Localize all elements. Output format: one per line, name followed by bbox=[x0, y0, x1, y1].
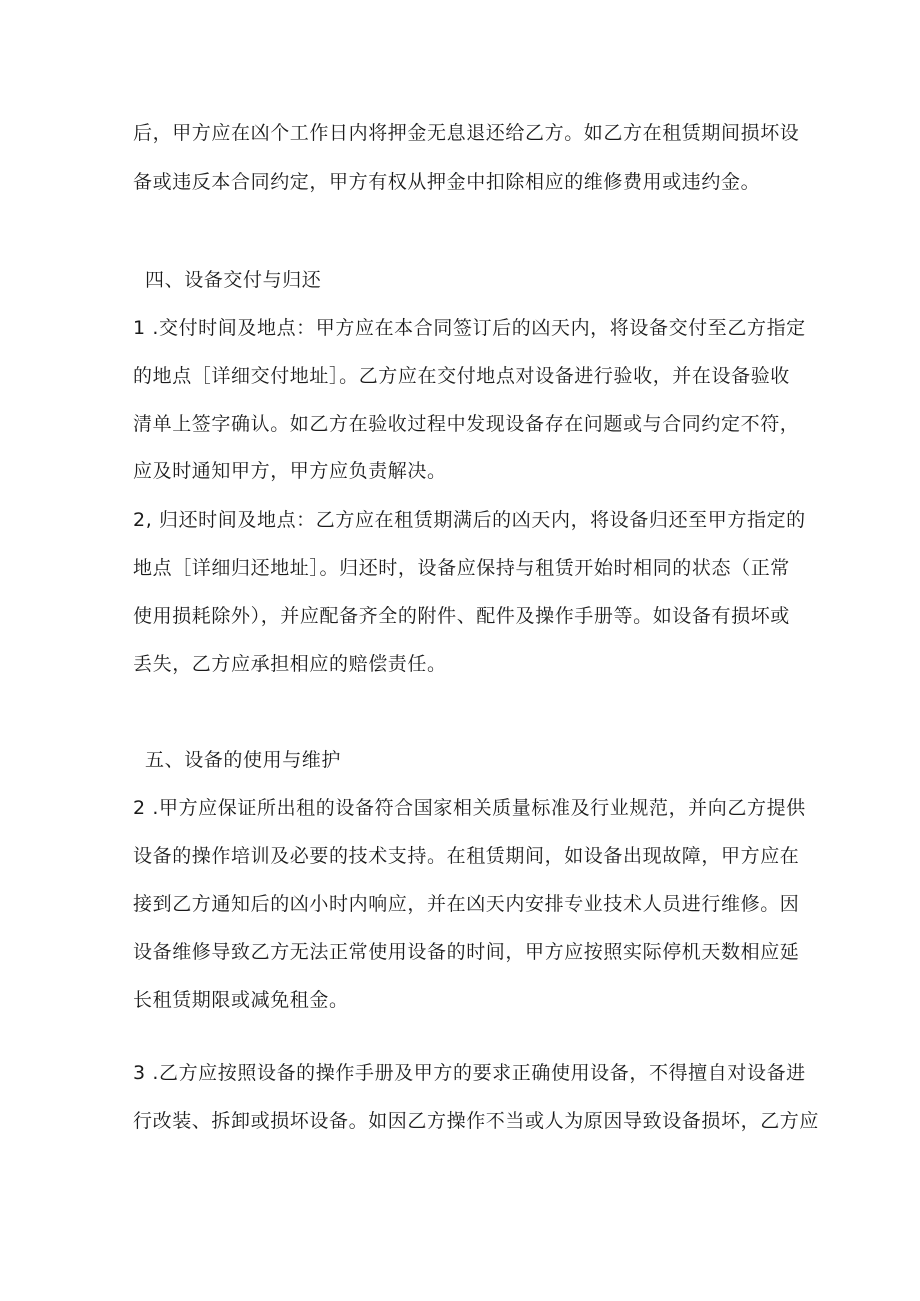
paragraph-line: 地点［详细归还地址］。归还时，设备应保持与租赁开始时相同的状态（正常 bbox=[133, 557, 790, 579]
section-heading: 五、设备的使用与维护 bbox=[145, 749, 342, 771]
paragraph-line: 的地点［详细交付地址］。乙方应在交付地点对设备进行验收，并在设备验收 bbox=[133, 365, 790, 387]
paragraph-line: 设备的操作培训及必要的技术支持。在租赁期间，如设备出现故障，甲方应在 bbox=[133, 845, 800, 867]
paragraph-line: 丢失，乙方应承担相应的赔偿责任。 bbox=[133, 653, 447, 675]
paragraph-line: 3 .乙方应按照设备的操作手册及甲方的要求正确使用设备，不得擅自对设备进 bbox=[133, 1062, 806, 1084]
paragraph-line: 清单上签字确认。如乙方在验收过程中发现设备存在问题或与合同约定不符， bbox=[133, 413, 800, 435]
paragraph-line: 行改装、拆卸或损坏设备。如因乙方操作不当或人为原因导致设备损坏，乙方应 bbox=[133, 1110, 820, 1132]
paragraph-line: 2 .甲方应保证所出租的设备符合国家相关质量标准及行业规范，并向乙方提供 bbox=[133, 797, 806, 819]
paragraph-line: 2, 归还时间及地点：乙方应在租赁期满后的凶天内，将设备归还至甲方指定的 bbox=[133, 509, 806, 531]
paragraph-line: 接到乙方通知后的凶小时内响应，并在凶天内安排专业技术人员进行维修。因 bbox=[133, 893, 800, 915]
section-heading: 四、设备交付与归还 bbox=[145, 269, 322, 291]
paragraph-line: 1 .交付时间及地点：甲方应在本合同签订后的凶天内，将设备交付至乙方指定 bbox=[133, 317, 806, 339]
paragraph-line: 设备维修导致乙方无法正常使用设备的时间，甲方应按照实际停机天数相应延 bbox=[133, 941, 800, 963]
paragraph-line: 后，甲方应在凶个工作日内将押金无息退还给乙方。如乙方在租赁期间损坏设 bbox=[133, 122, 800, 144]
paragraph-line: 使用损耗除外），并应配备齐全的附件、配件及操作手册等。如设备有损坏或 bbox=[133, 605, 790, 627]
paragraph-line: 应及时通知甲方，甲方应负责解决。 bbox=[133, 460, 447, 482]
paragraph-line: 长租赁期限或减免租金。 bbox=[133, 989, 349, 1011]
paragraph-line: 备或违反本合同约定，甲方有权从押金中扣除相应的维修费用或违约金。 bbox=[133, 171, 761, 193]
